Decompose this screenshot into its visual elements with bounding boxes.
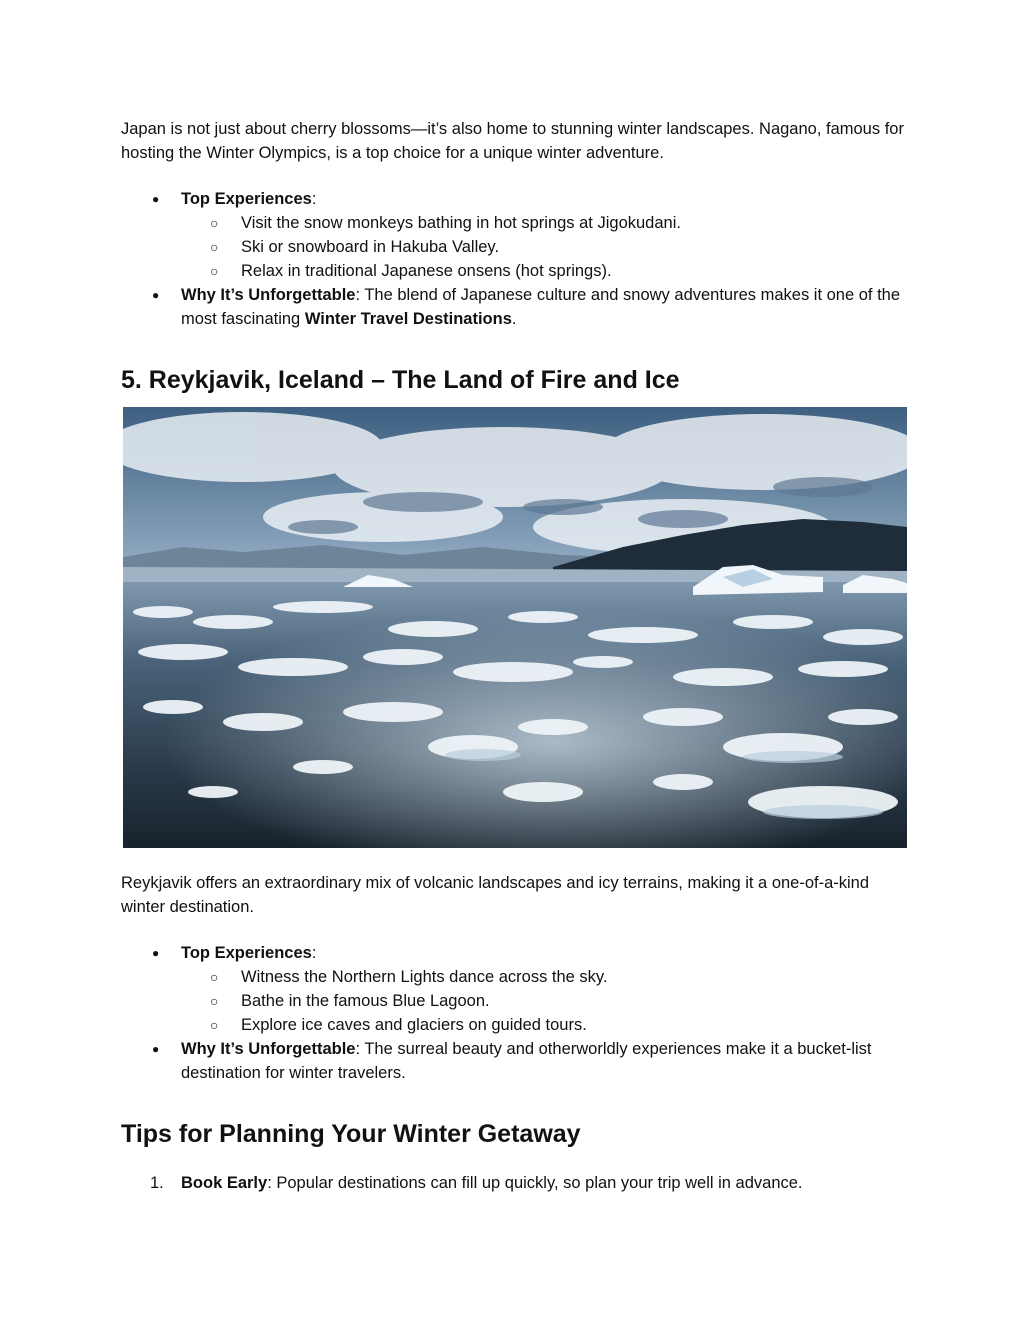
top-experiences-label: Top Experiences [181, 944, 312, 962]
reykjavik-experience-item: ○ Explore ice caves and glaciers on guided tours. [181, 1013, 911, 1037]
period: . [511, 310, 517, 328]
reykjavik-experience-item: ○ Witness the Northern Lights dance across the sky. [181, 965, 911, 989]
japan-experiences-sublist [181, 211, 911, 283]
section-heading-tips: Tips for Planning Your Winter Getaway [121, 1120, 581, 1148]
reykjavik-why-item [121, 1037, 911, 1085]
japan-experience-item: ○ Relax in traditional Japanese onsens (hot springs). [181, 259, 911, 283]
reykjavik-paragraph: Reykjavik offers an extraordinary mix of volcanic landscapes and icy terrains, making it a one-of-a-kind winter destination. [121, 874, 870, 916]
iceland-glacier-lagoon-photo [123, 407, 907, 848]
japan-bullet-list [121, 187, 911, 331]
top-experiences-label: Top Experiences [181, 190, 312, 208]
why-unforgettable-label: Why It’s Unforgettable [181, 286, 356, 304]
japan-experience-item: ○ Visit the snow monkeys bathing in hot springs at Jigokudani. [181, 211, 911, 235]
section-heading-reykjavik: 5. Reykjavik, Iceland – The Land of Fire and Ice [121, 366, 680, 394]
japan-experience-item: ○ Ski or snowboard in Hakuba Valley. [181, 235, 911, 259]
reykjavik-top-experiences-item [121, 941, 911, 1037]
why-text: : The surreal beauty and otherworldly experiences make it a bucket-list destination for winter travelers. [181, 1040, 872, 1082]
winter-travel-destinations-bold: Winter Travel Destinations [304, 310, 512, 328]
japan-why-item [121, 283, 911, 331]
reykjavik-bullet-list [121, 941, 911, 1085]
reykjavik-experience-item: ○ Bathe in the famous Blue Lagoon. [181, 989, 911, 1013]
reykjavik-experiences-sublist [181, 965, 911, 1037]
why-text: : The blend of Japanese culture and snowy adventures makes it one of the most fascinating [181, 286, 901, 328]
tips-numbered-list [121, 1171, 911, 1195]
colon: : [311, 944, 317, 962]
document-page [121, 117, 911, 1195]
colon: : [311, 190, 317, 208]
list-number: 1. [150, 1174, 164, 1192]
japan-top-experiences-item [121, 187, 911, 283]
why-unforgettable-label: Why It’s Unforgettable [181, 1040, 356, 1058]
tip-label: Book Early [181, 1174, 268, 1192]
tip-item [121, 1171, 911, 1195]
tip-text: : Popular destinations can fill up quickly, so plan your trip well in advance. [267, 1174, 803, 1192]
intro-paragraph: Japan is not just about cherry blossoms—it’s also home to stunning winter landscapes. Nagano, famous for hosting the Winter Olympics, is a top choice for a unique winter adventure. [121, 120, 904, 162]
